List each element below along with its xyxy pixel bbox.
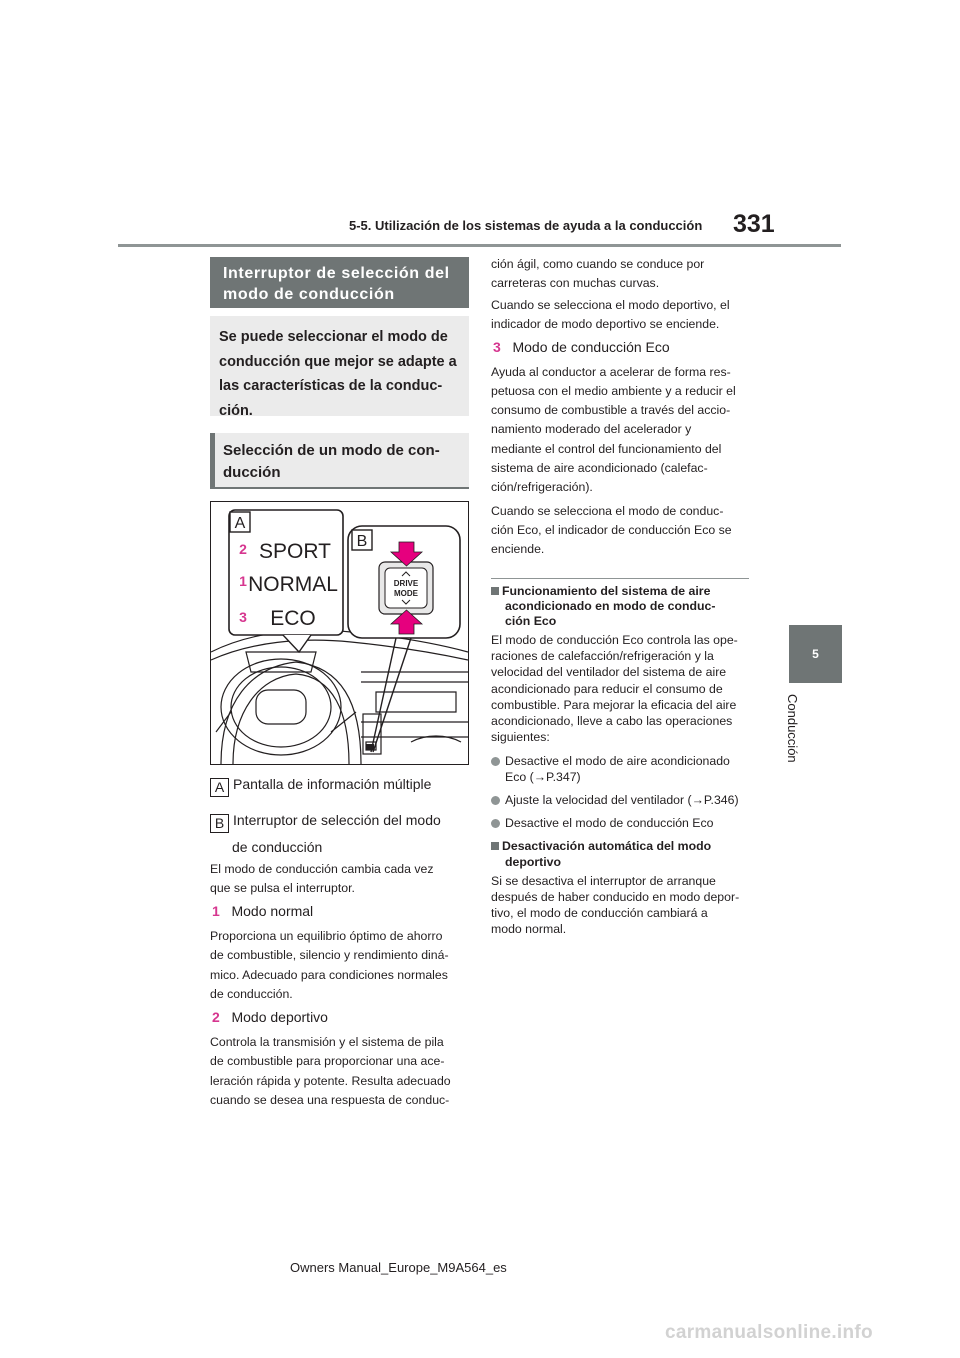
sec2-title-2: deportivo [505, 855, 562, 869]
bullet-2: Ajuste la velocidad del ventilador (→P.346) [491, 792, 751, 808]
cont-line-2: carreteras con muchas curvas. [491, 276, 660, 290]
subheading-bar [210, 433, 215, 487]
mode3-line-6: sistema de aire acondicionado (calefac- [491, 461, 708, 475]
sport-ind-line-1: Cuando se selecciona el modo deportivo, el [491, 298, 730, 312]
mode2-line-4: cuando se desea una respuesta de conduc- [210, 1093, 450, 1107]
mode3-heading: 3 Modo de conducción Eco [493, 339, 670, 355]
mode1-line-3: mico. Adecuado para condiciones normales [210, 968, 448, 982]
sec1-body-4: acondicionado para reducir el consumo de [491, 682, 723, 696]
mode3-line-2: petuosa con el medio ambiente y a reducir el [491, 384, 736, 398]
mode-label-sport: SPORT [259, 540, 331, 563]
mode3-line-5: mediante el control del funcionamiento del [491, 442, 722, 456]
intro-text: Se puede seleccionar el modo de conducción que mejor se adapte a las características de la conduc-ción. [219, 329, 457, 419]
legend-b-letter: B [210, 814, 229, 833]
mode-label-normal: NORMAL [248, 573, 338, 596]
mode1-num: 1 [212, 903, 220, 919]
subheading: Selección de un modo de con-ducción [223, 442, 440, 481]
sec2-body-1: Si se desactiva el interruptor de arranque [491, 874, 716, 888]
bullet-dot-icon [491, 757, 500, 766]
chapter-number: 5 [812, 647, 819, 661]
sec1-body-5: combustible. Para mejorar la eficacia del aire [491, 698, 737, 712]
figure-label-b: B [356, 533, 368, 550]
footer-doc-id: Owners Manual_Europe_M9A564_es [290, 1260, 507, 1275]
sec2-body-3: tivo, el modo de conducción cambiará a [491, 906, 708, 920]
sec2-title: Desactivación automática del modo [491, 839, 711, 853]
switch-label-drive: DRIVE [393, 579, 419, 588]
mode-num-normal: 1 [239, 573, 247, 589]
change-text-1: El modo de conducción cambia cada vez [210, 862, 434, 876]
watermark: carmanualsonline.info [665, 1322, 873, 1343]
mode1-line-4: de conducción. [210, 987, 293, 1001]
legend-a: A Pantalla de información múltiple [210, 776, 431, 797]
eco-ind-line-3: enciende. [491, 542, 545, 556]
bullet-3: Desactive el modo de conducción Eco [491, 815, 751, 831]
sec1-title: Funcionamiento del sistema de aire [491, 584, 710, 598]
sec1-body-3: velocidad del ventilador del sistema de aire [491, 665, 727, 679]
page-number: 331 [733, 210, 775, 238]
sec1-body-2: raciones de calefacción/refrigeración y la [491, 649, 714, 663]
mode-label-eco: ECO [270, 607, 316, 630]
mode3-line-4: namiento moderado del acelerador y [491, 422, 692, 436]
bullet-1-cont: Eco (→P.347) [505, 770, 581, 784]
switch-label-mode: MODE [394, 589, 418, 598]
sec2-body-4: modo normal. [491, 922, 567, 936]
intro-box [210, 316, 469, 419]
sport-ind-line-2: indicador de modo deportivo se enciende. [491, 317, 720, 331]
mode2-line-2: de combustible para proporcionar una ace- [210, 1054, 445, 1068]
mode2-heading: 2 Modo deportivo [212, 1009, 328, 1025]
mode1-line-1: Proporciona un equilibrio óptimo de ahorro [210, 929, 443, 943]
mode-num-sport: 2 [239, 541, 247, 557]
main-heading: Interruptor de selección del modo de conducción [223, 265, 450, 303]
mode2-num: 2 [212, 1009, 220, 1025]
mode1-heading: 1 Modo normal [212, 903, 314, 919]
legend-a-letter: A [210, 778, 229, 797]
mode2-line-1: Controla la transmisión y el sistema de pila [210, 1035, 444, 1049]
eco-ind-line-2: ción Eco, el indicador de conducción Eco se [491, 523, 732, 537]
mode1-line-2: de combustible, silencio y rendimiento diná- [210, 948, 449, 962]
mode3-line-3: consumo de combustible a través del accio- [491, 403, 731, 417]
bullet-dot-icon [491, 796, 500, 805]
chapter-label: Conducción [785, 694, 800, 763]
mode3-num: 3 [493, 339, 501, 355]
square-bullet-icon [491, 842, 499, 850]
drive-mode-illustration [210, 501, 469, 765]
sec1-title-2: acondicionado en modo de conduc- [505, 599, 716, 613]
change-text-2: que se pulsa el interruptor. [210, 881, 355, 895]
dashboard-drawing [211, 502, 468, 764]
subheading-box [210, 433, 469, 487]
mode3-line-1: Ayuda al conductor a acelerar de forma res- [491, 365, 731, 379]
main-heading-box [210, 257, 469, 308]
cont-line-1: ción ágil, como cuando se conduce por [491, 257, 705, 271]
eco-ind-line-1: Cuando se selecciona el modo de conduc- [491, 504, 724, 518]
legend-b-cont: de conducción [232, 839, 323, 855]
bullet-dot-icon [491, 819, 500, 828]
sec1-body-1: El modo de conducción Eco controla las ope- [491, 633, 738, 647]
sec1-body-7: siguientes: [491, 730, 550, 744]
mode2-line-3: leración rápida y potente. Resulta adecuado [210, 1074, 451, 1088]
section-title: 5-5. Utilización de los sistemas de ayuda a la conducción [349, 218, 703, 233]
sec1-title-3: ción Eco [505, 614, 557, 628]
header-rule [118, 244, 841, 247]
sec2-body-2: después de haber conducido en modo depor- [491, 890, 740, 904]
mode3-line-7: ción/refrigeración). [491, 480, 593, 494]
mode-num-eco: 3 [239, 609, 247, 625]
square-bullet-icon [491, 587, 499, 595]
figure-label-a: A [234, 515, 246, 532]
legend-b: B Interruptor de selección del modo [210, 812, 441, 833]
bullet-1: Desactive el modo de aire acondicionado [491, 753, 751, 769]
section-separator [491, 578, 749, 579]
subheading-rule [210, 487, 469, 489]
sec1-body-6: acondicionado, lleve a cabo las operaciones [491, 714, 733, 728]
